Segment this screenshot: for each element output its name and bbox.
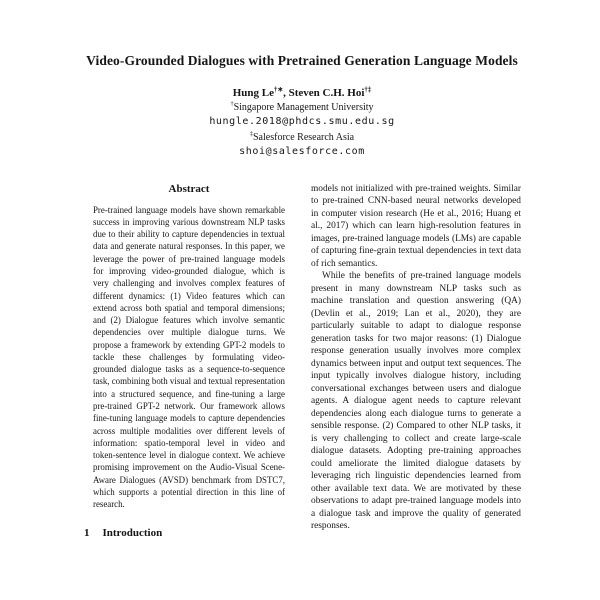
author-2-affiliation-marks: †‡ <box>364 85 372 93</box>
abstract-text: Pre-trained language models have shown remarkable success in improving various downstream NLP tasks due to their ability to capture dependencies in textual data and generate natural responses. In this paper, we leverage the power of pre-trained language models for improving video-grounded dialogue, which is very challenging and involves complex features of different dynamics: (1) Video features which can extend across both spatial and temporal dimensions; and (2) Dialogue features which involve semantic dependencies over multiple dialogue turns. We propose a framework by extending GPT-2 models to tackle these challenges by formulating video-grounded dialogue tasks as a sequence-to-sequence task, combining both visual and textual representation into a structured sequence, and fine-tuning a large pre-trained GPT-2 network. Our framework allows fine-tuning language models to capture dependencies across multiple modalities over different levels of information: spatio-temporal level in video and token-sentence level in dialogue context. We achieve promising improvement on the Audio-Visual Scene-Aware Dialogues (AVSD) benchmark from DSTC7, which supports a potential direction in this line of research. <box>93 204 285 510</box>
affiliation-line-1 <box>84 102 520 115</box>
author-1-email: hungle.2018@phdcs.smu.edu.sg <box>209 116 395 128</box>
author-separator: , <box>283 86 289 99</box>
paper-title: Video-Grounded Dialogues with Pretrained Generation Language Models <box>86 53 518 68</box>
affiliation-1-mark: † <box>230 100 234 108</box>
affiliation-line-2 <box>84 132 520 145</box>
two-column-body <box>84 183 520 539</box>
section-heading-introduction <box>84 527 294 539</box>
abstract-heading: Abstract <box>168 182 210 195</box>
affiliation-2-mark: ‡ <box>249 130 253 138</box>
authors-line <box>84 87 520 99</box>
author-1-affiliation-marks: †∗ <box>274 85 284 93</box>
section-number: 1 <box>84 526 90 539</box>
body-paragraph-2: While the benefits of pre-trained language models present in many downstream NLP tasks such as machine translation and question answering (QA) (Devlin et al., 2019; Lan et al., 2020), they are particularly suitable to adapt to dialogue response generation tasks for two major reasons: (1) Dialogue response generation usually involves more complex dynamics between input and output text sequences. The input typically involves dialogue history, including conversational exchanges between users and dialogue agents. A dialogue agent needs to capture relevant dependencies along each dialogue turns to generate a sensible response. (2) Compared to other NLP tasks, it is very challenging to collect and create large-scale dialogue datasets. Adopting pre-training approaches could ameliorate the limited dialogue datasets by leveraging rich linguistic dependencies learned from other available text data. We are motivated by these observations to adapt pre-trained language models into a dialogue task and improve the quality of generated responses. <box>311 271 521 532</box>
body-paragraph-1: models not initialized with pre-trained weights. Similar to pre-trained CNN-based neural networks developed in computer vision research (He et al., 2016; Huang et al., 2017) which can learn high-resolution features in images, pre-trained language models (LMs) are capable of capturing fine-grain textual dependencies in text data of rich semantics. <box>311 183 521 269</box>
author-name-1: Hung Le <box>232 86 275 99</box>
left-column <box>84 183 294 539</box>
author-2-email: shoi@salesforce.com <box>239 146 365 158</box>
affiliation-1-text: Singapore Management University <box>233 101 374 113</box>
affiliation-2-text: Salesforce Research Asia <box>253 131 355 143</box>
right-column <box>311 183 521 539</box>
author-name-2: Steven C.H. Hoi <box>288 86 365 99</box>
section-label: Introduction <box>102 526 163 539</box>
